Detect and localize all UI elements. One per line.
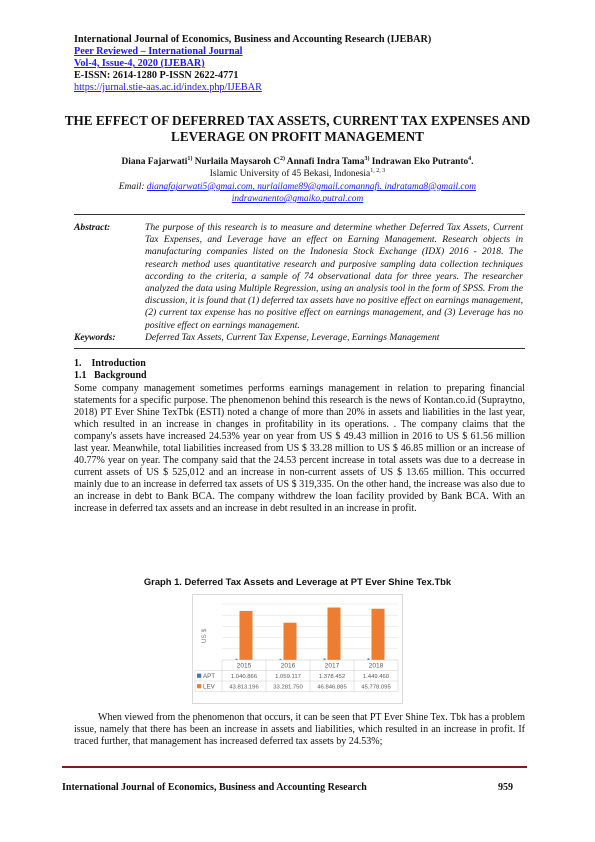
category-label-2017: 2017 bbox=[324, 662, 340, 670]
abstract-top-rule bbox=[74, 214, 525, 215]
authors: Diana Fajarwati$^{1)}$ Nurlaila Maysaroh $C^{2)}$ Annafi Indra Tama$^{3)}$ Indrawan Eko Putranto$^4$. bbox=[121, 155, 474, 167]
category-label-2016: 2016 bbox=[280, 662, 296, 670]
data-label-apt-2016: 1.059.117 bbox=[275, 674, 301, 681]
bar-lev-2016 bbox=[284, 623, 297, 660]
bar-lev-2015 bbox=[240, 611, 253, 660]
category-label-2018: 2018 bbox=[368, 662, 384, 670]
data-label-apt-2015: 1.040.866 bbox=[230, 674, 258, 681]
keywords-text: Deferred Tax Assets, Current Tax Expense, Leverage, Earnings Management bbox=[145, 332, 440, 343]
keywords-bottom-rule bbox=[74, 348, 525, 349]
category-label-2015: 2015 bbox=[236, 662, 252, 670]
data-label-apt-2018: 1.449.460 bbox=[362, 674, 390, 681]
data-label-lev-2018: 45.778.095 bbox=[361, 684, 391, 691]
email-block: Email: dianafajarwati5@gmai.com, nurlailame89@gmail.comannafi. indratama8@gmail.com indrawanento@gmaiko.putral.com bbox=[118, 182, 477, 204]
issn-text: E-ISSN: 2614-1280 P-ISSN 2622-4771 bbox=[74, 70, 239, 81]
legend-swatch-lev bbox=[197, 684, 201, 688]
section-heading-introduction: 1. Introduction bbox=[74, 358, 146, 369]
phenomenon-paragraph: When viewed from the phenomenon that occurs, it can be seen that PT Ever Shine Tex. Tbk has a problem issue, namely that there has been an increase in assets and liabilities, which resulted in an increase in profit. If traced further, that management has increased deferred tax assets by 24.53%; bbox=[74, 712, 525, 748]
background-paragraph: Some company management sometimes performs earnings management in relation to preparing financial statements for a specific purpose. The phenomenon behind this research is the news of Kontan.co.id (Supraytno, 2018) PT Ever Shine TexTbk (ESTI) noted a change of more than 20% in assets and liabilities in the last year, which resulted in an increase in changes in profitability in its operations. . The company claims that the company's assets have increased 24.53% year on year from US $ 49.43 million in 2016 to US $ 61.56 million last year. Meanwhile, total liabilities increased from US $ 33.28 million to US $ 46.85 million or an increase of 40.77% year on year. The company said that the 24.53 percent increase in total assets was due to a decrease in current assets of US $ 525,012 and an increase in non-current assets of US $ 13.65 million. This occurred mainly due to an increase in deferred tax assets of US $ 319,335. On the other hand, the increase was also due to an increase in debt to Bank BCA. The company withdrew the loan facility provided by Bank BCA. With an increase in deferred tax assets and an increase in debt resulted in an increase in profit. bbox=[74, 383, 525, 515]
data-label-apt-2017: 1.378.452 bbox=[318, 674, 346, 681]
footer-rule bbox=[62, 766, 527, 768]
volume-link[interactable]: Vol-4, Issue-4, 2020 (IJEBAR) bbox=[74, 58, 205, 69]
legend-label-lev: LEV bbox=[203, 683, 215, 691]
page-number: 959 bbox=[498, 782, 513, 793]
paper-title: THE EFFECT OF DEFERRED TAX ASSETS, CURRENT TAX EXPENSES AND LEVERAGE ON PROFIT MANAGEMENT bbox=[64, 113, 531, 144]
bar-lev-2018 bbox=[372, 609, 385, 660]
affiliation: Islamic University of 45 Bekasi, Indonesia$^{1, 2, 3}$ bbox=[209, 167, 386, 179]
journal-url-link[interactable]: https://jurnal.stie-aas.ac.id/index.php/IJEBAR bbox=[74, 82, 262, 93]
journal-header: International Journal of Economics, Business and Accounting Research (IJEBAR) bbox=[74, 34, 432, 45]
y-axis-label: US $ bbox=[201, 628, 208, 644]
graph-title: Graph 1. Deferred Tax Assets and Leverage at PT Ever Shine Tex.Tbk bbox=[143, 576, 452, 587]
abstract-label: Abstract: bbox=[74, 222, 111, 233]
data-label-lev-2016: 33.281.750 bbox=[273, 684, 303, 691]
email-link-2[interactable]: indrawanento@gmaiko.putral.com bbox=[231, 194, 364, 204]
legend-swatch-apt bbox=[197, 674, 201, 678]
abstract-text: The purpose of this research is to measure and determine whether Deferred Tax Assets, Current Tax Expenses, and Leverage have an effect on Earning Management. Research objects in manufacturing companies listed on the Indonesia Stock Exchange (IDX) 2016 - 2018. The research method uses quantitative research and purposive sampling data collection techniques according to the criteria, a sample of 74 observational data for three years. The researcher analyzed the data using Multiple Regression, using an analysis tool in the form of SPSS. From the discussion, it is found that (1) deferred tax assets have no positive effect on earnings management, (2) current tax expense has no positive effect on earnings management, and (3) Leverage has no positive effect on earnings management. bbox=[145, 222, 523, 331]
data-label-lev-2017: 46.846.885 bbox=[317, 684, 347, 691]
data-label-lev-2015: 43.813.196 bbox=[229, 684, 259, 691]
section-heading-background: 1.1 Background bbox=[74, 370, 147, 381]
email-link[interactable]: dianafajarwati5@gmai.com, nurlailame89@gmail.comannafi. indratama8@gmail.com bbox=[146, 182, 477, 192]
legend-label-apt: APT bbox=[203, 673, 216, 681]
keywords-label: Keywords: bbox=[74, 332, 116, 343]
deferred-tax-leverage-chart bbox=[192, 594, 403, 704]
bar-lev-2017 bbox=[328, 608, 341, 660]
peer-reviewed-link[interactable]: Peer Reviewed – International Journal bbox=[74, 46, 243, 57]
footer-journal: International Journal of Economics, Business and Accounting Research bbox=[62, 782, 367, 793]
